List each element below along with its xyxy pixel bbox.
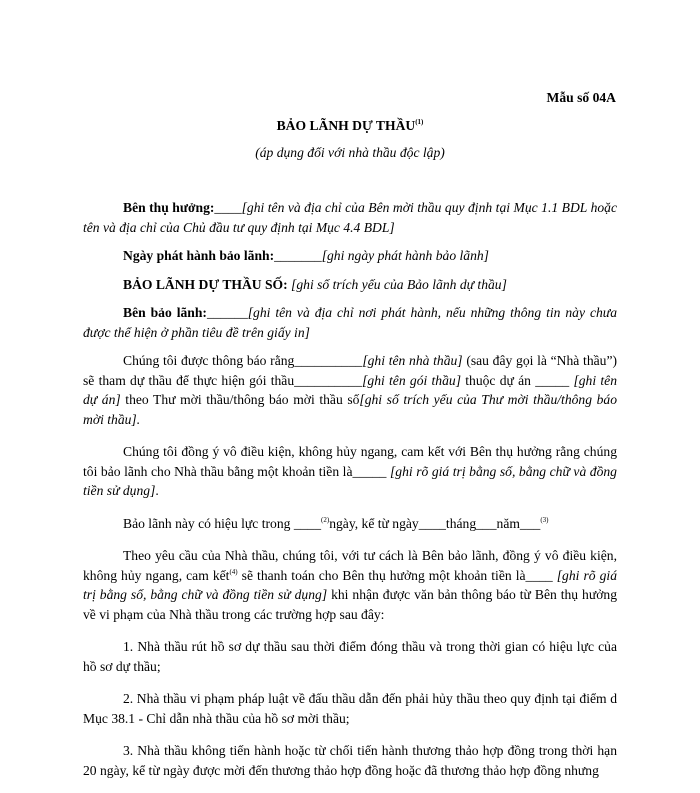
para3-blank-4: ___ (519, 515, 541, 531)
issue-date-value: [ghi ngày phát hành bảo lãnh] (321, 248, 489, 263)
issue-date-label: Ngày phát hành bảo lãnh: (123, 248, 275, 263)
para3-blank-3: ___ (476, 515, 497, 531)
list-item: 3. Nhà thầu không tiến hành hoặc từ chối tiến hành thương thảo hợp đồng trong thời hạn 20 ngày, kể từ ngày được mời đến thương thảo hợp đồng hoặc đã thương thảo hợp đồng nhưng (83, 743, 617, 778)
para2-text-1: Chúng tôi đồng ý vô điều kiện, không hủy ngang, cam kết với Bên thụ hưởng rằng chúng tôi bảo lãnh cho Nhà thầu bằng một khoản tiền là (83, 444, 617, 479)
para1-placeholder-3: [ghi tên dự án] (83, 372, 617, 407)
para1-placeholder-1: [ghi tên nhà thầu] (362, 353, 463, 368)
para4-blank-1: ____ (525, 567, 553, 583)
para4-text-1: Theo yêu cầu của Nhà thầu, chúng tôi, với tư cách là Bên bảo lãnh, đồng ý vô điều kiện, không hủy ngang, cam kết (83, 548, 617, 583)
para4-footnote-ref: (4) (229, 567, 238, 576)
para1-text-1: Chúng tôi được thông báo rằng (123, 353, 295, 368)
guarantor-value: [ghi tên và địa chỉ nơi phát hành, nếu những thông tin này chưa được thể hiện ở phần tiêu đề trên giấy in] (83, 305, 617, 340)
guarantor-label: Bên bảo lãnh: (123, 305, 207, 320)
para1-blank-2: __________ (294, 372, 363, 388)
guarantor-field (83, 303, 617, 342)
beneficiary-label: Bên thụ hưởng: (123, 200, 215, 215)
issue-date-field (83, 246, 617, 266)
commitment-paragraph (83, 442, 617, 501)
title-footnote-ref: (1) (415, 118, 424, 126)
para3-text-4: năm (496, 515, 520, 531)
para4-text-2: sẽ thanh toán cho Bên thụ hưởng một khoản tiền là (237, 567, 526, 583)
para1-blank-3: _____ (535, 372, 570, 388)
para4-text-3: khi nhận được văn bản thông báo từ Bên thụ hưởng về vi phạm của Nhà thầu trong các trường hợp sau đây: (83, 587, 617, 622)
guarantor-blank: ______ (206, 305, 248, 320)
para1-placeholder-2: [ghi tên gói thầu] (362, 372, 461, 388)
para2-text-2: . (155, 483, 159, 498)
guarantee-number-field (83, 275, 617, 295)
beneficiary-value: [ghi tên và địa chỉ của Bên mời thầu quy định tại Mục 1.1 BDL hoặc tên và địa chỉ của Chủ đầu tư quy định tại Mục 4.4 BDL] (83, 200, 617, 235)
para1-blank-1: __________ (294, 353, 363, 368)
guarantee-number-value: [ghi số trích yếu của Bảo lãnh dự thầu] (287, 276, 507, 292)
para1-text-4: theo Thư mời thầu/thông báo mời thầu số (120, 392, 360, 407)
para1-placeholder-4: [ghi số trích yếu của Thư mời thầu/thông báo mời thầu]. (83, 392, 618, 427)
document-subtitle: (áp dụng đối với nhà thầu độc lập) (255, 145, 445, 160)
beneficiary-field (83, 198, 617, 237)
para3-text-1: Bảo lãnh này có hiệu lực trong (123, 515, 294, 531)
beneficiary-blank: ____ (214, 200, 242, 215)
para3-footnote-ref-1: (2) (321, 515, 330, 524)
para1-text-3: thuộc dự án (460, 372, 536, 388)
validity-paragraph (83, 514, 617, 534)
payment-paragraph (83, 546, 617, 624)
para2-blank-1: _____ (352, 463, 387, 479)
notification-paragraph (83, 351, 617, 429)
para2-placeholder-1: [ghi rõ giá trị bằng số, bằng chữ và đồng tiền sử dụng] (83, 463, 617, 498)
document-title (0, 118, 700, 134)
para3-footnote-ref-2: (3) (540, 515, 549, 524)
form-number: Mẫu số 04A (546, 90, 616, 105)
issue-date-blank: _______ (274, 248, 322, 263)
document-body (83, 198, 617, 793)
para3-blank-1: ____ (293, 515, 322, 531)
para3-text-3: tháng (445, 515, 477, 531)
para3-blank-2: ____ (418, 515, 446, 531)
list-item: 1. Nhà thầu rút hồ sơ dự thầu sau thời điểm đóng thầu và trong thời gian có hiệu lực của hồ sơ dự thầu; (83, 639, 617, 674)
para3-text-2: ngày, kể từ ngày (329, 515, 419, 531)
para1-text-2: (sau đây gọi là “Nhà thầu”) sẽ tham dự thầu để thực hiện gói thầu (83, 353, 618, 388)
guarantee-number-label: BẢO LÃNH DỰ THẦU SỐ: (123, 276, 288, 292)
title-text: BẢO LÃNH DỰ THẦU (276, 118, 416, 133)
para4-placeholder-1: [ghi rõ giá trị bằng số, bằng chữ và đồng tiền sử dụng] (83, 567, 617, 602)
list-item: 2. Nhà thầu vi phạm pháp luật về đấu thầu dẫn đến phải hủy thầu theo quy định tại điểm d Mục 38.1 - Chỉ dẫn nhà thầu của hồ sơ mời thầu; (83, 691, 617, 726)
